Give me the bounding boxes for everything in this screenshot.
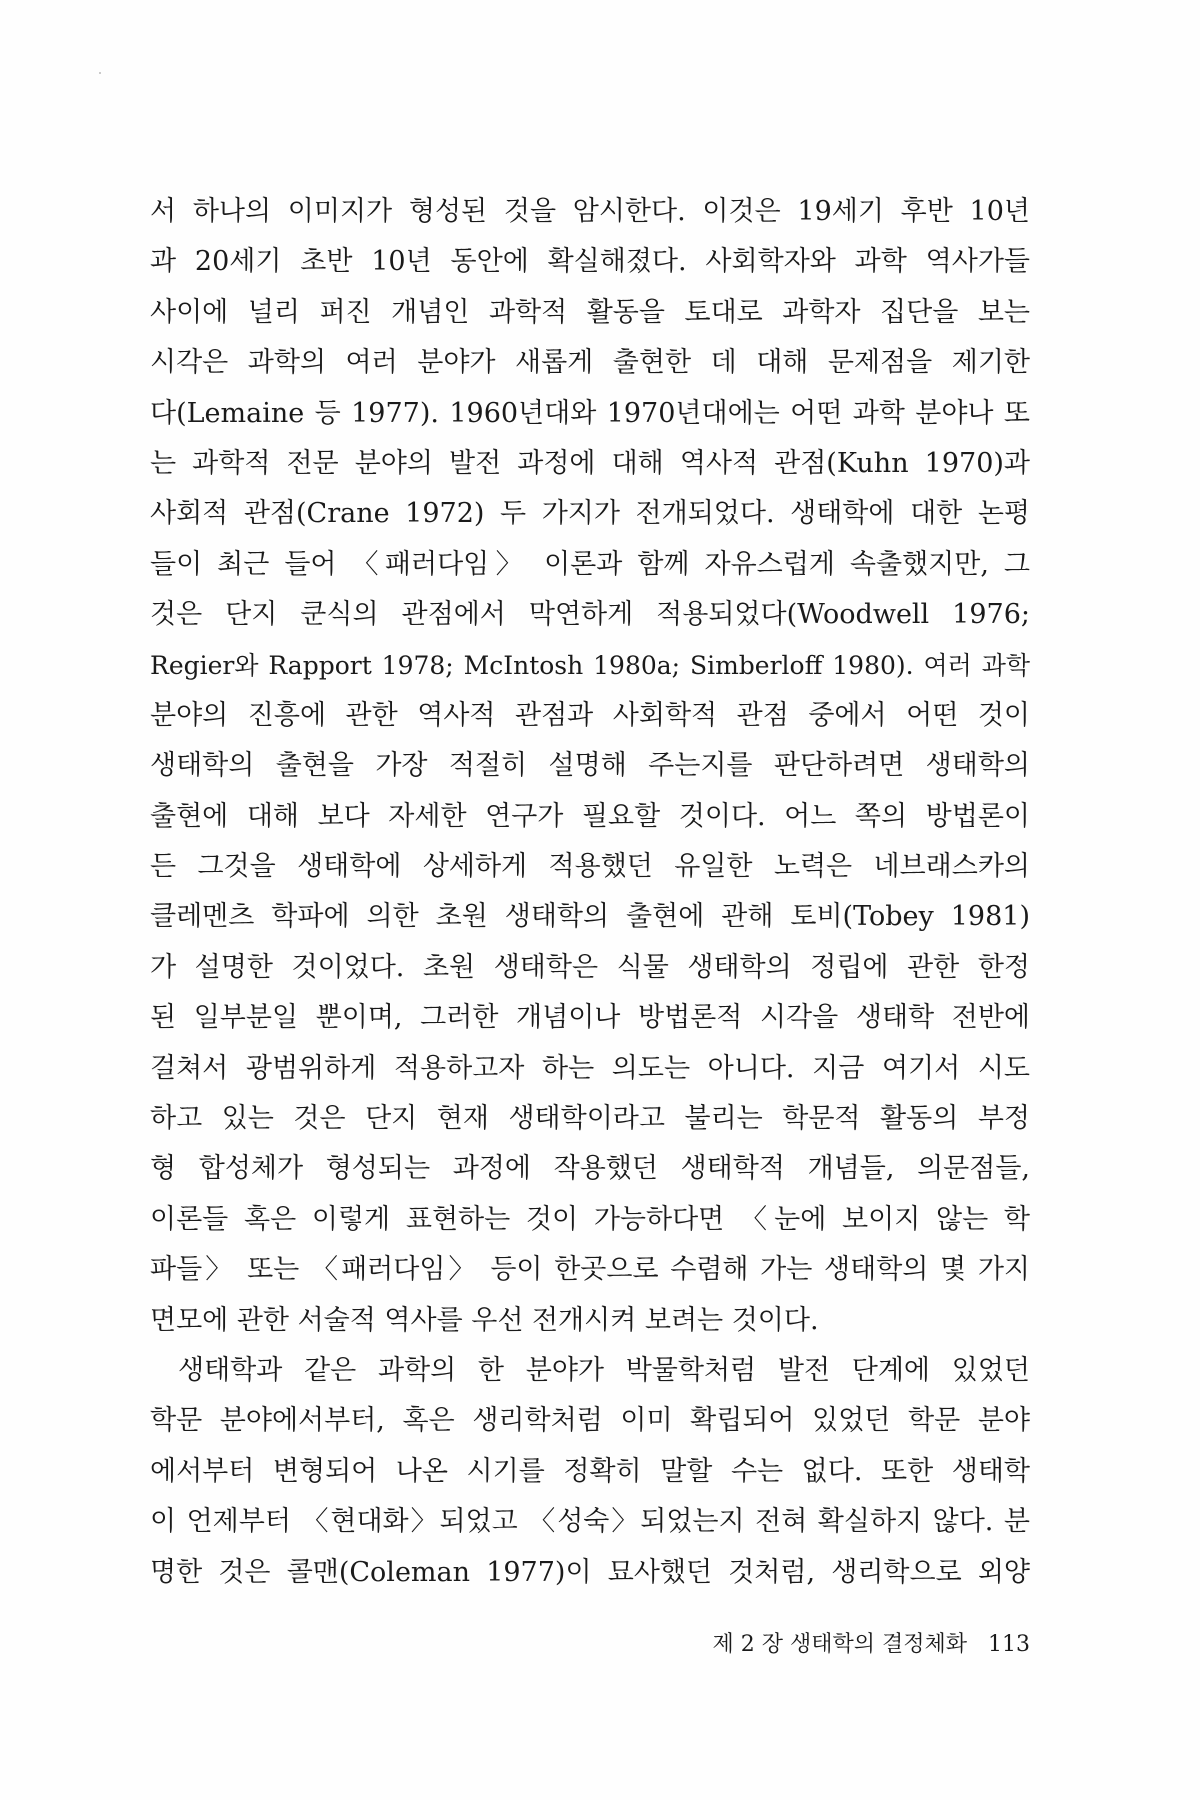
text-line: 든 그것을 생태학에 상세하게 적용했던 유일한 노력은 네브래스카의 bbox=[150, 851, 1030, 883]
text-line: 파들〉 또는 〈패러다임〉 등이 한곳으로 수렴해 가는 생태학의 몇 가지 bbox=[150, 1254, 1030, 1286]
text-line: 서 하나의 이미지가 형성된 것을 암시한다. 이것은 19세기 후반 10년 bbox=[150, 196, 1030, 227]
text-line: 다(Lemaine 등 1977). 1960년대와 1970년대에는 어떤 과학 분야나 또 bbox=[150, 397, 1030, 429]
running-footer bbox=[150, 1630, 1030, 1660]
text-line: 생태학의 출현을 가장 적절히 설명해 주는지를 판단하려면 생태학의 bbox=[150, 750, 1030, 782]
text-line: 과 20세기 초반 10년 동안에 확실해졌다. 사회학자와 과학 역사가들 bbox=[150, 246, 1030, 278]
text-line: 하고 있는 것은 단지 현재 생태학이라고 불리는 학문적 활동의 부정 bbox=[150, 1103, 1030, 1135]
text-line: 사이에 널리 퍼진 개념인 과학적 활동을 토대로 과학자 집단을 보는 bbox=[150, 296, 1030, 328]
text-line: 형 합성체가 형성되는 과정에 작용했던 생태학적 개념들, 의문점들, bbox=[150, 1153, 1030, 1185]
text-line: 에서부터 변형되어 나온 시기를 정확히 말할 수는 없다. 또한 생태학 bbox=[150, 1455, 1030, 1487]
chapter-title: 제 2 장 생태학의 결정체화 bbox=[712, 1632, 967, 1657]
text-line: Regier와 Rapport 1978; McIntosh 1980a; Simberloff 1980). 여러 과학 bbox=[150, 650, 1030, 680]
text-line: 가 설명한 것이었다. 초원 생태학은 식물 생태학의 정립에 관한 한정 bbox=[150, 951, 1030, 983]
text-line: 는 과학적 전문 분야의 발전 과정에 대해 역사적 관점(Kuhn 1970)과 bbox=[150, 447, 1030, 479]
page-number: 113 bbox=[988, 1632, 1030, 1657]
paragraph-end-line: 면모에 관한 서술적 역사를 우선 전개시켜 보려는 것이다. bbox=[150, 1304, 819, 1336]
paragraph-start-line: 생태학과 같은 과학의 한 분야가 박물학처럼 발전 단계에 있었던 bbox=[178, 1354, 1030, 1386]
text-line: 출현에 대해 보다 자세한 연구가 필요할 것이다. 어느 쪽의 방법론이 bbox=[150, 800, 1030, 832]
text-line: 학문 분야에서부터, 혹은 생리학처럼 이미 확립되어 있었던 학문 분야 bbox=[150, 1405, 1030, 1437]
text-line: 시각은 과학의 여러 분야가 새롭게 출현한 데 대해 문제점을 제기한 bbox=[150, 347, 1030, 379]
text-line: 들이 최근 들어 〈패러다임〉 이론과 함께 자유스럽게 속출했지만, 그 bbox=[150, 548, 1030, 580]
text-line: 사회적 관점(Crane 1972) 두 가지가 전개되었다. 생태학에 대한 논평 bbox=[150, 498, 1030, 530]
text-line: 된 일부분일 뿐이며, 그러한 개념이나 방법론적 시각을 생태학 전반에 bbox=[150, 1002, 1030, 1034]
text-line: 명한 것은 콜맨(Coleman 1977)이 묘사했던 것처럼, 생리학으로 외양 bbox=[150, 1556, 1030, 1588]
body-text bbox=[150, 187, 1030, 1598]
scan-speck bbox=[99, 72, 101, 74]
text-line: 이론들 혹은 이렇게 표현하는 것이 가능하다면 〈눈에 보이지 않는 학 bbox=[150, 1203, 1030, 1235]
text-line: 분야의 진흥에 관한 역사적 관점과 사회학적 관점 중에서 어떤 것이 bbox=[150, 699, 1030, 731]
text-line: 클레멘츠 학파에 의한 초원 생태학의 출현에 관해 토비(Tobey 1981) bbox=[150, 901, 1030, 933]
text-line: 것은 단지 쿤식의 관점에서 막연하게 적용되었다(Woodwell 1976; bbox=[150, 599, 1030, 631]
text-line: 걸쳐서 광범위하게 적용하고자 하는 의도는 아니다. 지금 여기서 시도 bbox=[150, 1052, 1030, 1084]
text-line: 이 언제부터 〈현대화〉되었고 〈성숙〉되었는지 전혀 확실하지 않다. 분 bbox=[150, 1506, 1030, 1538]
